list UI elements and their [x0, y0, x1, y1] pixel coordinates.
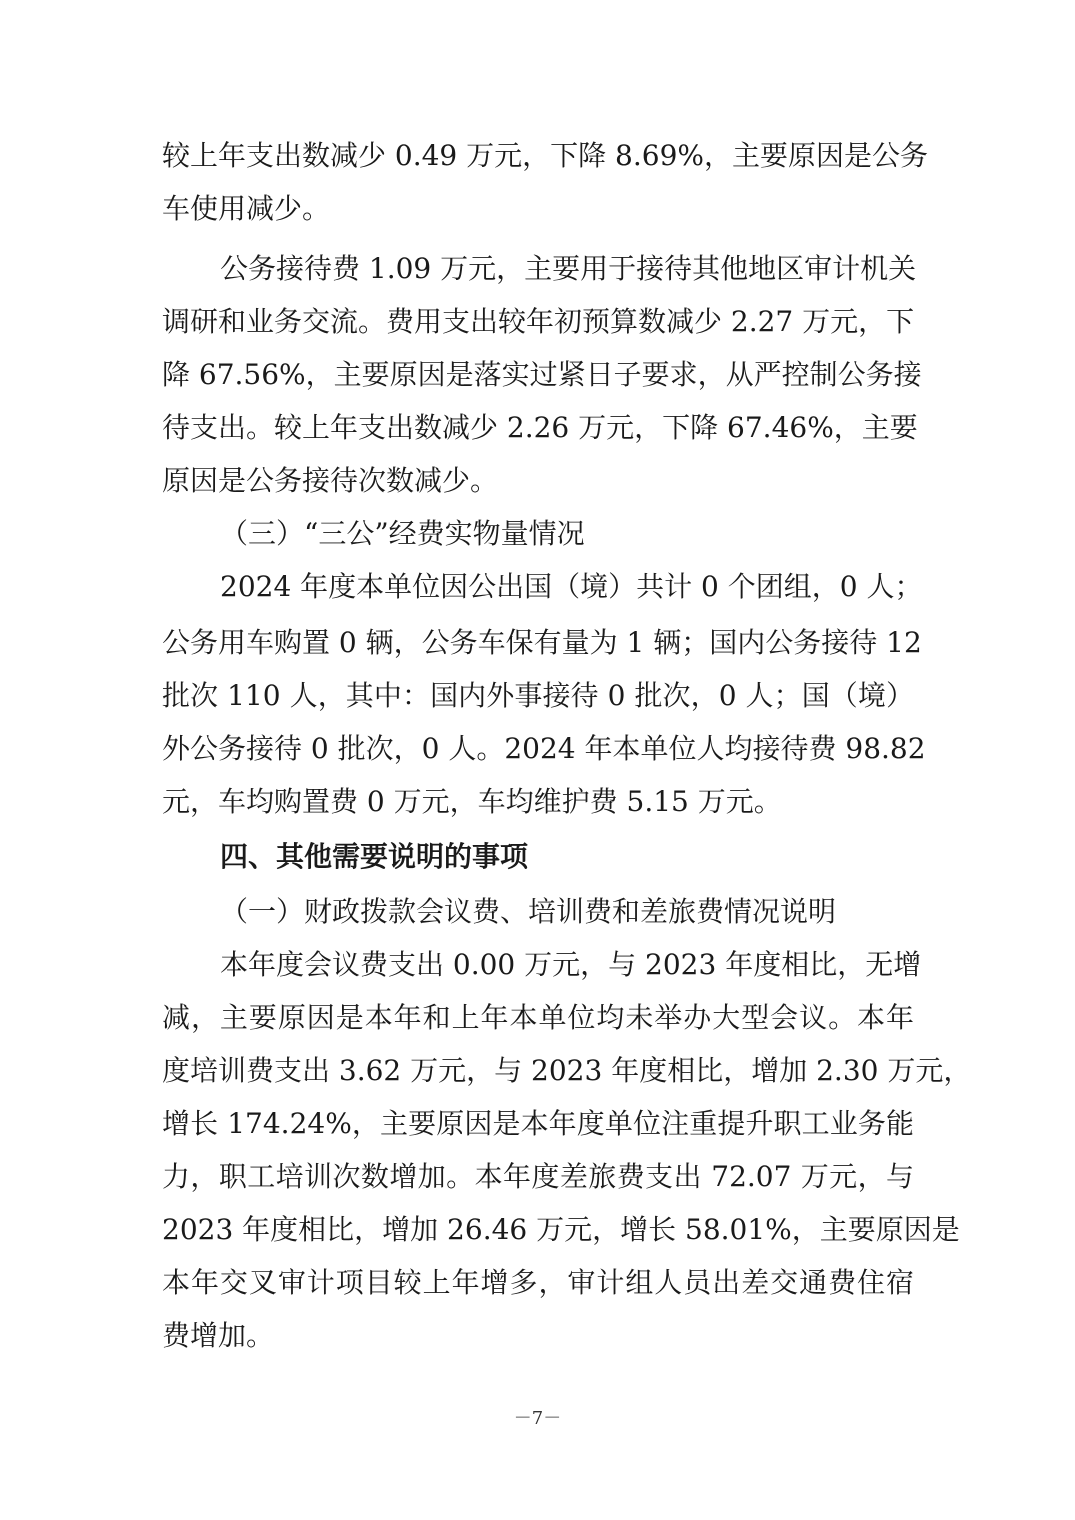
text-line-11: 批次 110 人，其中：国内外事接待 0 批次，0 人；国（境） [162, 679, 914, 712]
text-line-18: 度培训费支出 3.62 万元，与 2023 年度相比，增加 2.30 万元， [162, 1054, 972, 1087]
section-heading-other-matters: 四、其他需要说明的事项 [220, 840, 529, 873]
text-line-17: 减，主要原因是本年和上年本单位均未举办大型会议。本年 [162, 1001, 914, 1034]
text-line-19: 增长 174.24%，主要原因是本年度单位注重提升职工业务能 [162, 1107, 914, 1140]
subsection-heading-meeting-training-travel: （一）财政拨款会议费、培训费和差旅费情况说明 [220, 895, 837, 928]
text-line-16: 本年度会议费支出 0.00 万元，与 2023 年度相比，无增 [220, 948, 922, 981]
text-line-12: 外公务接待 0 批次，0 人。2024 年本单位人均接待费 98.82 [162, 732, 926, 765]
text-line-23: 费增加。 [162, 1319, 275, 1352]
text-line-4: 调研和业务交流。费用支出较年初预算数减少 2.27 万元，下 [162, 305, 915, 338]
page-number: －7－ [513, 1408, 562, 1429]
text-line-1: 较上年支出数减少 0.49 万元，下降 8.69%，主要原因是公务 [162, 139, 928, 172]
text-line-20: 力，职工培训次数增加。本年度差旅费支出 72.07 万元，与 [162, 1160, 914, 1193]
section-heading-three-public-quantity: （三）“三公”经费实物量情况 [220, 517, 585, 550]
text-line-3: 公务接待费 1.09 万元，主要用于接待其他地区审计机关 [220, 252, 917, 285]
text-line-21: 2023 年度相比，增加 26.46 万元，增长 58.01%，主要原因是 [162, 1213, 960, 1246]
text-line-9: 2024 年度本单位因公出国（境）共计 0 个团组，0 人； [220, 570, 923, 603]
text-line-5: 降 67.56%，主要原因是落实过紧日子要求，从严控制公务接 [162, 358, 922, 391]
text-line-6: 待支出。较上年支出数减少 2.26 万元，下降 67.46%，主要 [162, 411, 918, 444]
text-line-7: 原因是公务接待次数减少。 [162, 464, 499, 497]
text-line-13: 元，车均购置费 0 万元，车均维护费 5.15 万元。 [162, 785, 782, 818]
text-line-2: 车使用减少。 [162, 192, 331, 225]
text-line-10: 公务用车购置 0 辆，公务车保有量为 1 辆；国内公务接待 12 [162, 626, 922, 659]
text-line-22: 本年交叉审计项目较上年增多，审计组人员出差交通费住宿 [162, 1266, 914, 1299]
